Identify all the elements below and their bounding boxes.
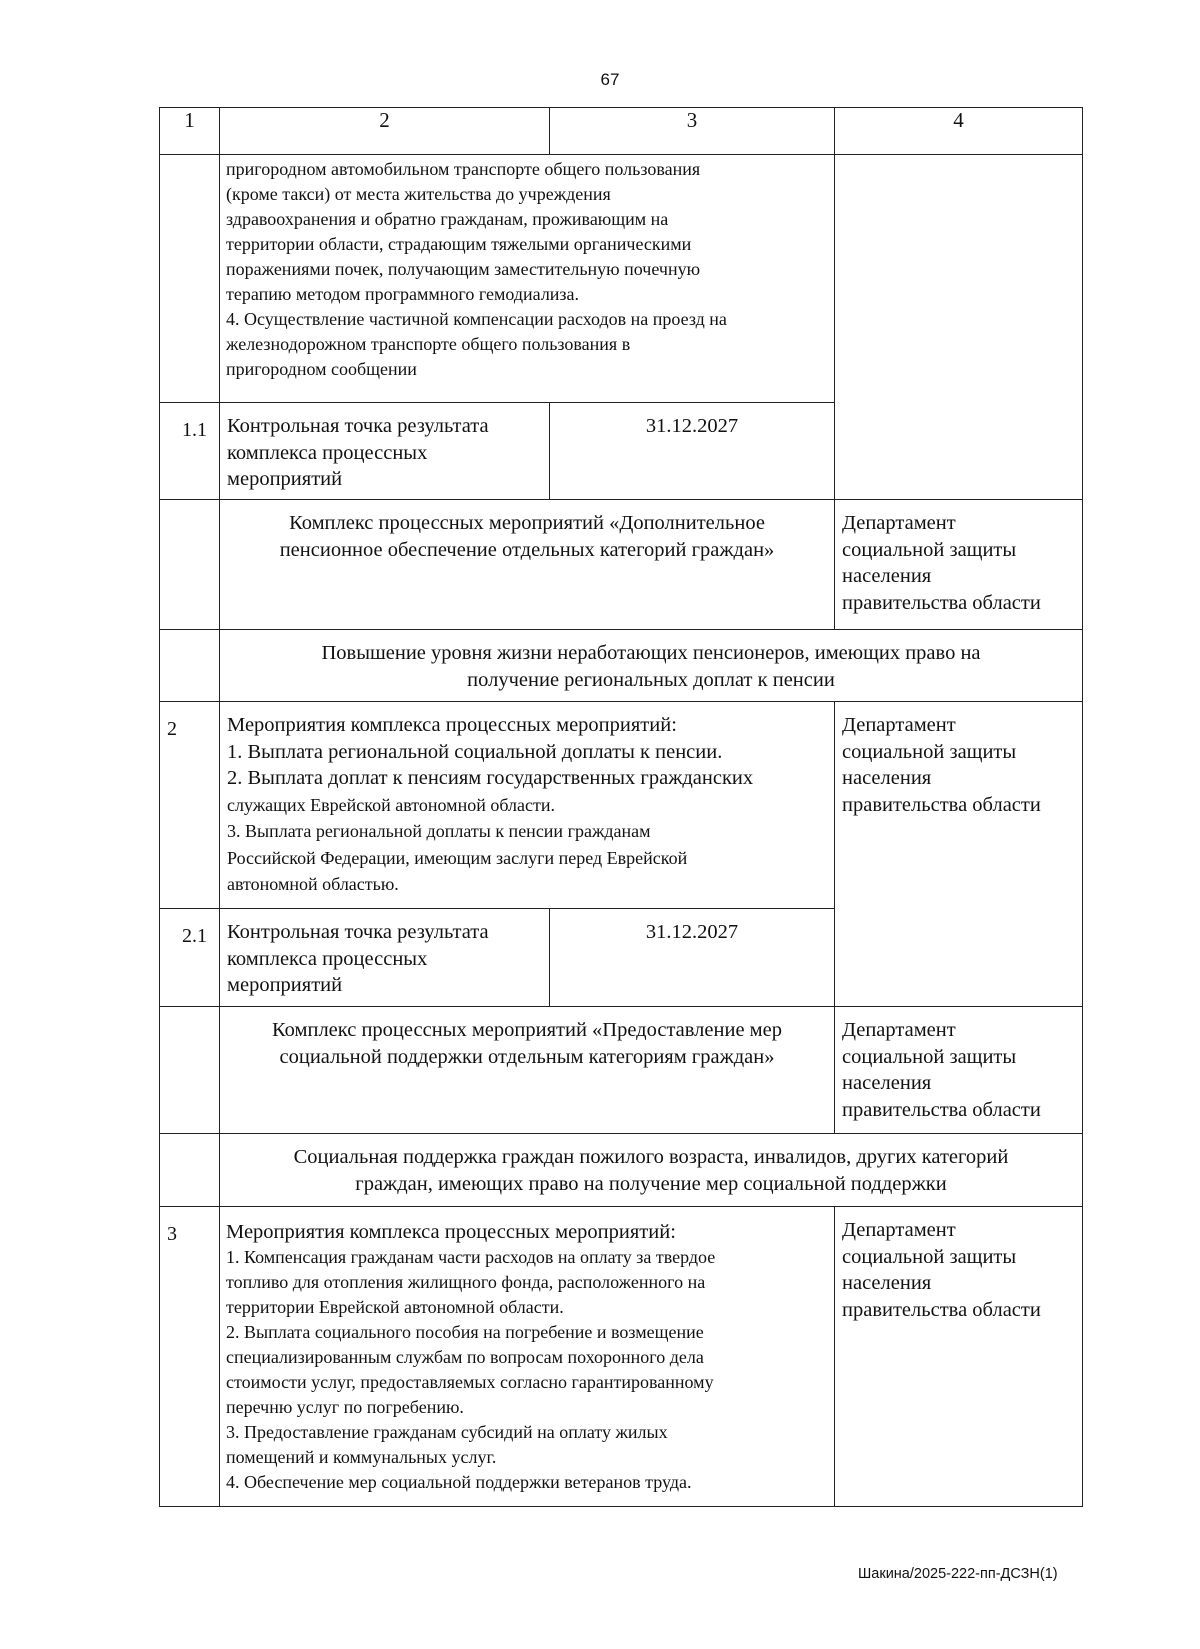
deadline-date: 31.12.2027 — [550, 909, 835, 1007]
row-number: 2 — [160, 702, 220, 909]
measures-cell — [220, 1207, 835, 1507]
text-line: Социальная поддержка граждан пожилого возраста, инвалидов, других категорий — [293, 1146, 1009, 1168]
text-line: 2. Выплата социального пособия на погребение и возмещение — [226, 1322, 704, 1342]
text-line: специализированным службам по вопросам похоронного дела — [226, 1347, 704, 1367]
measures-cell — [220, 155, 835, 403]
text-line: терапию методом программного гемодиализа. — [226, 284, 580, 304]
goal-cell — [220, 630, 1083, 702]
text-line: 1. Выплата региональной социальной доплаты к пенсии. — [227, 740, 723, 763]
table-row — [160, 1134, 1083, 1207]
text-line: 3. Выплата региональной доплаты к пенсии гражданам — [227, 821, 651, 841]
text-line: Контрольная точка результата — [227, 415, 489, 437]
text-line: Мероприятия комплекса процессных мероприятий: — [226, 1221, 676, 1243]
text-line: помещений и коммунальных услуг. — [226, 1447, 497, 1467]
responsible-cell — [835, 702, 1083, 1007]
text-line: социальной поддержки отдельным категориям граждан» — [279, 1045, 775, 1068]
text-line: мероприятий — [227, 974, 343, 996]
text-line: социальной защиты — [842, 538, 1017, 561]
table-row — [160, 630, 1083, 702]
row-number: 2.1 — [160, 909, 220, 1007]
text-line: населения — [842, 767, 932, 789]
text-line: перечню услуг по погребению. — [226, 1397, 464, 1417]
text-line: населения — [842, 1272, 932, 1294]
text-line: Повышение уровня жизни неработающих пенсионеров, имеющих право на — [321, 642, 981, 664]
table-row — [160, 155, 1083, 403]
text-line: населения — [842, 1072, 932, 1094]
text-line: населения — [842, 565, 932, 587]
header-col-3: 3 — [550, 108, 835, 155]
text-line: Комплекс процессных мероприятий «Дополнительное — [289, 512, 765, 534]
number-cell — [160, 500, 220, 630]
measures-cell — [220, 702, 835, 909]
text-line: территории области, страдающим тяжелыми органическими — [226, 234, 692, 254]
table-row — [160, 1207, 1083, 1507]
text-line: Контрольная точка результата — [227, 921, 489, 943]
number-cell — [160, 1134, 220, 1207]
table-row — [160, 500, 1083, 630]
text-line: Комплекс процессных мероприятий «Предоставление мер — [272, 1019, 782, 1041]
text-line: здравоохранения и обратно гражданам, проживающим на — [226, 209, 669, 229]
text-line: получение региональных доплат к пенсии — [467, 668, 835, 691]
text-line: правительства области — [842, 1098, 1041, 1121]
text-line: Департамент — [842, 512, 956, 534]
complex-title-cell — [220, 1007, 835, 1134]
text-line: 4. Обеспечение мер социальной поддержки ветеранов труда. — [226, 1472, 692, 1492]
number-cell — [160, 155, 220, 403]
text-line: правительства области — [842, 591, 1041, 614]
text-line: комплекса процессных — [227, 441, 428, 464]
number-cell — [160, 630, 220, 702]
text-line: территории Еврейской автономной области. — [226, 1297, 564, 1317]
text-line: мероприятий — [227, 468, 343, 490]
header-col-4: 4 — [835, 108, 1083, 155]
text-line: пригородном сообщении — [226, 359, 417, 379]
document-table — [159, 107, 1083, 1507]
text-line: железнодорожном транспорте общего пользования в — [226, 334, 631, 354]
text-line: 2. Выплата доплат к пенсиям государственных гражданских — [227, 767, 754, 789]
text-line: граждан, имеющих право на получение мер социальной поддержки — [355, 1172, 947, 1195]
responsible-cell — [835, 1007, 1083, 1134]
text-line: комплекса процессных — [227, 947, 428, 970]
text-line: 4. Осуществление частичной компенсации расходов на проезд на — [226, 309, 727, 329]
responsible-cell — [835, 500, 1083, 630]
row-number: 3 — [160, 1207, 220, 1507]
text-line: Департамент — [842, 1019, 956, 1041]
responsible-cell — [835, 155, 1083, 500]
control-point-cell — [220, 403, 550, 500]
text-line: Мероприятия комплекса процессных мероприятий: — [227, 714, 677, 736]
number-cell — [160, 1007, 220, 1134]
text-line: пригородном автомобильном транспорте общего пользования — [226, 159, 701, 179]
text-line: поражениями почек, получающим заместительную почечную — [226, 259, 701, 279]
text-line: стоимости услуг, предоставляемых согласно гарантированному — [226, 1372, 714, 1392]
text-line: 1. Компенсация гражданам части расходов на оплату за твердое — [226, 1247, 716, 1267]
text-line: правительства области — [842, 1298, 1041, 1321]
text-line: топливо для отопления жилищного фонда, расположенного на — [226, 1272, 706, 1292]
text-line: автономной областью. — [227, 874, 399, 894]
text-line: (кроме такси) от места жительства до учреждения — [226, 184, 611, 204]
text-line: Департамент — [842, 1219, 956, 1241]
row-number: 1.1 — [160, 403, 220, 500]
responsible-cell — [835, 1207, 1083, 1507]
text-line: социальной защиты — [842, 1245, 1017, 1268]
document-footer-code: Шакина/2025-222-пп-ДСЗН(1) — [858, 1566, 1058, 1582]
control-point-cell — [220, 909, 550, 1007]
text-line: социальной защиты — [842, 740, 1017, 763]
text-line: правительства области — [842, 793, 1041, 816]
header-col-2: 2 — [220, 108, 550, 155]
text-line: пенсионное обеспечение отдельных категорий граждан» — [279, 538, 775, 561]
goal-cell — [220, 1134, 1083, 1207]
text-line: 3. Предоставление гражданам субсидий на оплату жилых — [226, 1422, 668, 1442]
text-line: социальной защиты — [842, 1045, 1017, 1068]
complex-title-cell — [220, 500, 835, 630]
text-line: служащих Еврейской автономной области. — [227, 794, 556, 815]
table-header-row — [160, 108, 1083, 155]
deadline-date: 31.12.2027 — [550, 403, 835, 500]
text-line: Департамент — [842, 714, 956, 736]
table-row — [160, 702, 1083, 909]
header-col-1: 1 — [160, 108, 220, 155]
table-row — [160, 1007, 1083, 1134]
page-number: 67 — [600, 70, 620, 89]
text-line: Российской Федерации, имеющим заслуги перед Еврейской — [227, 847, 688, 868]
